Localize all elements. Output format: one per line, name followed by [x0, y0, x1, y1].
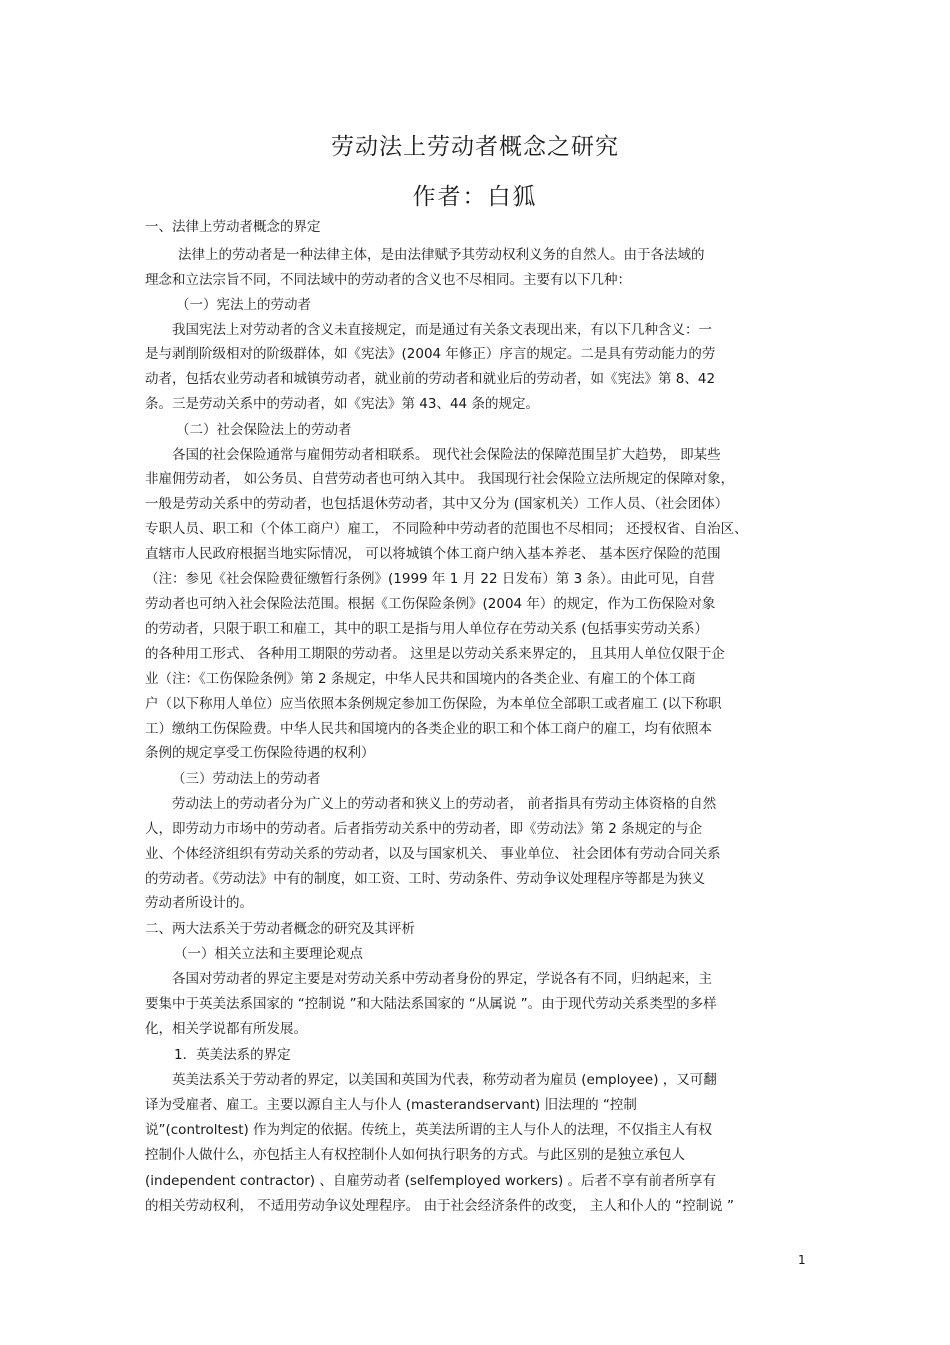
- paragraph-line: 非雇佣劳动者， 如公务员、自营劳动者也可纳入其中。 我国现行社会保险立法所规定的保障对象，: [145, 471, 735, 487]
- paragraph-line: 的劳动者，只限于职工和雇工，其中的职工是指与用人单位存在劳动关系 (包括事实劳动关系）: [145, 621, 709, 637]
- paragraph-line: 化，相关学说都有所发展。: [145, 1021, 307, 1037]
- paragraph-line: 条例的规定享受工伤保险待遇的权利）: [145, 745, 375, 761]
- paragraph-line: 劳动者所设计的。: [145, 895, 253, 911]
- paragraph-line: 业（注：《工伤保险条例》第 2 条规定，中华人民共和国境内的各类企业、有雇工的个体工商: [145, 671, 696, 687]
- paragraph-line: 法律上的劳动者是一种法律主体，是由法律赋予其劳动权利义务的自然人。由于各法域的: [178, 247, 705, 263]
- document-title: 劳动法上劳动者概念之研究: [331, 134, 619, 160]
- paragraph-line: 控制仆人做什么，亦包括主人有权控制仆人如何执行职务的方式。与此区别的是独立承包人: [145, 1147, 685, 1163]
- paragraph-line: 是与剥削阶级相对的阶级群体，如《宪法》(2004 年修正）序言的规定。二是具有劳动能力的劳: [145, 346, 716, 362]
- subsection-heading: （一）宪法上的劳动者: [176, 297, 311, 313]
- paragraph-line: 户（以下称用人单位）应当依照本条例规定参加工伤保险，为本单位全部职工或者雇工 (以下称职: [145, 696, 722, 712]
- paragraph-line: 人，即劳动力市场中的劳动者。后者指劳动关系中的劳动者，即《劳动法》第 2 条规定的与企: [145, 821, 703, 837]
- section-heading-1: 一、法律上劳动者概念的界定: [145, 219, 321, 235]
- paragraph-line: 业、个体经济组织有劳动关系的劳动者，以及与国家机关、 事业单位、 社会团体有劳动合同关系: [145, 846, 721, 862]
- page-number: 1: [798, 1253, 806, 1267]
- paragraph-line: 理念和立法宗旨不同，不同法域中的劳动者的含义也不尽相同。主要有以下几种：: [145, 272, 631, 288]
- paragraph-line: 我国宪法上对劳动者的含义未直接规定，而是通过有关条文表现出来，有以下几种含义：一: [172, 322, 712, 338]
- paragraph-line: （注：参见《社会保险费征缴暂行条例》(1999 年 1 月 22 日发布）第 3 条）。由此可见，自营: [145, 571, 715, 587]
- paragraph-line: 说”(controltest) 作为判定的依据。传统上，英美法所谓的主人与仆人的法理，不仅指主人有权: [145, 1122, 713, 1138]
- author-line: 作者：白狐: [412, 184, 538, 210]
- subsection-heading: （一）相关立法和主要理论观点: [174, 946, 363, 962]
- subsection-heading: 1．英美法系的界定: [174, 1047, 291, 1063]
- paragraph-line: 劳动法上的劳动者分为广义上的劳动者和狭义上的劳动者， 前者指具有劳动主体资格的自然: [172, 796, 717, 812]
- paragraph-line: 译为受雇者、雇工。主要以源自主人与仆人 (masterandservant) 旧法理的 “控制: [145, 1097, 637, 1113]
- paragraph-line: 专职人员、职工和（个体工商户）雇工， 不同险种中劳动者的范围也不尽相同； 还授权省、自治区、: [145, 521, 748, 537]
- paragraph-line: 的劳动者。《劳动法》中有的制度，如工资、工时、劳动条件、劳动争议处理程序等都是为狭义: [145, 871, 706, 887]
- paragraph-line: 各国对劳动者的界定主要是对劳动关系中劳动者身份的界定，学说各有不同，归纳起来，主: [172, 971, 712, 987]
- subsection-heading: （三）劳动法上的劳动者: [172, 771, 321, 787]
- paragraph-line: (independent contractor) 、自雇劳动者 (selfemployed workers) 。后者不享有前者所享有: [145, 1173, 717, 1189]
- paragraph-line: 工）缴纳工伤保险费。中华人民共和国境内的各类企业的职工和个体工商户的雇工，均有依照本: [145, 721, 712, 737]
- paragraph-line: 条。三是劳动关系中的劳动者，如《宪法》第 43、44 条的规定。: [145, 396, 539, 412]
- paragraph-line: 的各种用工形式、 各种用工期限的劳动者。 这里是以劳动关系来界定的， 且其用人单位仅限于企: [145, 646, 725, 662]
- paragraph-line: 劳动者也可纳入社会保险法范围。根据《工伤保险条例》(2004 年）的规定，作为工伤保险对象: [145, 596, 716, 612]
- paragraph-line: 英美法系关于劳动者的界定，以美国和英国为代表，称劳动者为雇员 (employee) ，又可翻: [172, 1072, 717, 1088]
- subsection-heading: （二）社会保险法上的劳动者: [176, 422, 352, 438]
- paragraph-line: 要集中于英美法系国家的 “控制说 ”和大陆法系国家的 “从属说 ”。由于现代劳动关系类型的多样: [145, 996, 717, 1012]
- paragraph-line: 动者，包括农业劳动者和城镇劳动者，就业前的劳动者和就业后的劳动者，如《宪法》第 8、42: [145, 371, 716, 387]
- paragraph-line: 的相关劳动权利， 不适用劳动争议处理程序。 由于社会经济条件的改变， 主人和仆人的 “控制说 ”: [145, 1198, 734, 1214]
- section-heading-2: 二、两大法系关于劳动者概念的研究及其评析: [145, 921, 415, 937]
- paragraph-line: 各国的社会保险通常与雇佣劳动者相联系。 现代社会保险法的保障范围呈扩大趋势， 即某些: [172, 447, 721, 463]
- paragraph-line: 直辖市人民政府根据当地实际情况， 可以将城镇个体工商户纳入基本养老、 基本医疗保险的范围: [145, 546, 721, 562]
- paragraph-line: 一般是劳动关系中的劳动者，也包括退休劳动者，其中又分为 (国家机关）工作人员、（社会团体）: [145, 496, 729, 512]
